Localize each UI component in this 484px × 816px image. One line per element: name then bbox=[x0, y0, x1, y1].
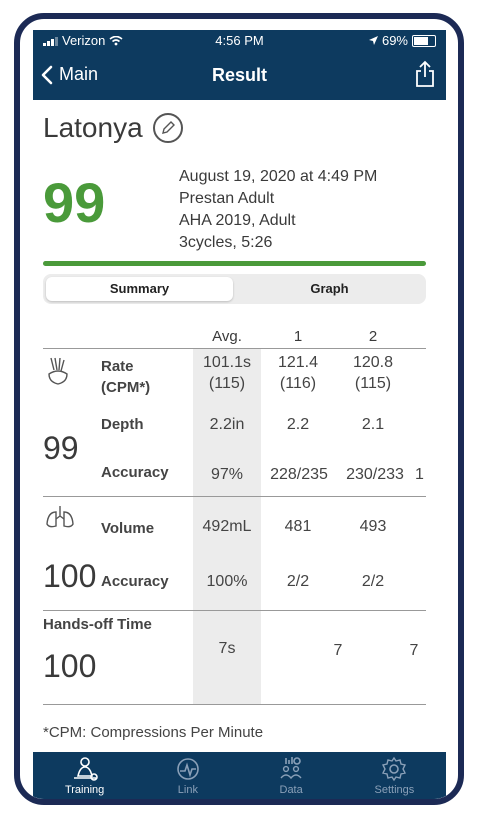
tab-data-label: Data bbox=[279, 783, 303, 796]
handsoff-label: Hands-off Time bbox=[43, 616, 152, 633]
tab-bar bbox=[33, 752, 446, 799]
lungs-icon bbox=[45, 504, 75, 530]
link-icon bbox=[175, 756, 201, 782]
session-manikin: Prestan Adult bbox=[179, 190, 275, 207]
app-screen bbox=[33, 30, 446, 799]
rate-cycle-2: 120.8 (115) bbox=[352, 354, 394, 392]
tab-training[interactable] bbox=[33, 752, 136, 799]
carrier-name: Verizon bbox=[62, 33, 106, 48]
header-cycle-2: 2 bbox=[368, 328, 378, 345]
status-time: 4:56 PM bbox=[215, 33, 264, 48]
divider bbox=[43, 610, 426, 611]
divider bbox=[43, 496, 426, 497]
handsoff-avg: 7s bbox=[218, 640, 236, 657]
edit-name-button[interactable] bbox=[153, 113, 183, 143]
hands-icon bbox=[45, 356, 71, 388]
tab-training-label: Training bbox=[64, 783, 105, 796]
rate-avg: 101.1s (115) bbox=[202, 354, 252, 392]
location-icon bbox=[369, 36, 378, 45]
overall-score: 99 bbox=[43, 171, 106, 234]
training-icon bbox=[70, 756, 100, 782]
rate-label: Rate (CPM*) bbox=[101, 358, 151, 396]
battery-percent: 69% bbox=[381, 33, 408, 48]
tab-link[interactable] bbox=[136, 752, 239, 799]
tab-data[interactable] bbox=[240, 752, 343, 799]
segment-summary[interactable]: Summary bbox=[46, 277, 233, 301]
header-avg: Avg. bbox=[212, 328, 242, 345]
divider bbox=[43, 704, 426, 705]
session-cycles: 3cycles, 5:26 bbox=[179, 234, 273, 251]
device-frame bbox=[14, 13, 464, 805]
depth-cycle-1: 2.2 bbox=[286, 416, 310, 433]
ventilation-accuracy-label: Accuracy bbox=[101, 573, 169, 590]
compression-accuracy-cycle-3: 1 bbox=[415, 466, 424, 483]
share-icon bbox=[414, 60, 436, 88]
view-segmented-control bbox=[43, 274, 426, 304]
pencil-icon bbox=[160, 120, 176, 136]
battery-indicator bbox=[369, 33, 436, 48]
segment-graph[interactable]: Graph bbox=[310, 281, 349, 296]
handsoff-cycle-1: 7 bbox=[333, 642, 343, 659]
rate-cycle-1: 121.4 (116) bbox=[277, 354, 319, 392]
status-bar bbox=[33, 30, 446, 52]
header-cycle-1: 1 bbox=[293, 328, 303, 345]
back-label: Main bbox=[59, 64, 99, 84]
compression-accuracy-cycle-2: 230/233 bbox=[346, 466, 404, 483]
data-icon bbox=[278, 756, 304, 782]
battery-icon bbox=[412, 35, 436, 47]
footnote: *CPM: Compressions Per Minute bbox=[43, 724, 264, 741]
compression-score: 99 bbox=[43, 430, 79, 466]
ventilation-accuracy-cycle-2: 2/2 bbox=[361, 573, 385, 590]
tab-settings-label: Settings bbox=[374, 783, 415, 796]
session-info bbox=[179, 166, 377, 254]
student-name: Latonya bbox=[43, 112, 143, 143]
score-progress-bar bbox=[43, 261, 426, 266]
depth-avg: 2.2in bbox=[209, 416, 245, 433]
volume-avg: 492mL bbox=[202, 518, 252, 535]
compression-accuracy-avg: 97% bbox=[210, 466, 244, 483]
navigation-bar bbox=[33, 52, 446, 100]
progress-fill bbox=[43, 261, 426, 266]
compression-accuracy-cycle-1: 228/235 bbox=[270, 466, 328, 483]
depth-cycle-2: 2.1 bbox=[361, 416, 385, 433]
share-button[interactable] bbox=[414, 60, 436, 93]
page-title: Result bbox=[211, 65, 267, 85]
session-date: August 19, 2020 at 4:49 PM bbox=[179, 168, 378, 185]
session-guideline: AHA 2019, Adult bbox=[179, 212, 296, 229]
ventilation-score: 100 bbox=[43, 558, 97, 594]
volume-cycle-1: 481 bbox=[284, 518, 312, 535]
volume-label: Volume bbox=[101, 520, 155, 537]
settings-icon bbox=[381, 756, 407, 782]
handsoff-cycle-2: 7 bbox=[409, 642, 419, 659]
tab-link-label: Link bbox=[177, 783, 198, 796]
ventilation-accuracy-cycle-1: 2/2 bbox=[286, 573, 310, 590]
volume-cycle-2: 493 bbox=[359, 518, 387, 535]
divider bbox=[43, 348, 426, 349]
handsoff-score: 100 bbox=[43, 648, 97, 684]
depth-label: Depth bbox=[101, 416, 144, 433]
ventilation-accuracy-avg: 100% bbox=[206, 573, 248, 590]
student-header bbox=[43, 112, 183, 144]
compression-accuracy-label: Accuracy bbox=[101, 464, 169, 481]
tab-settings[interactable] bbox=[343, 752, 446, 799]
